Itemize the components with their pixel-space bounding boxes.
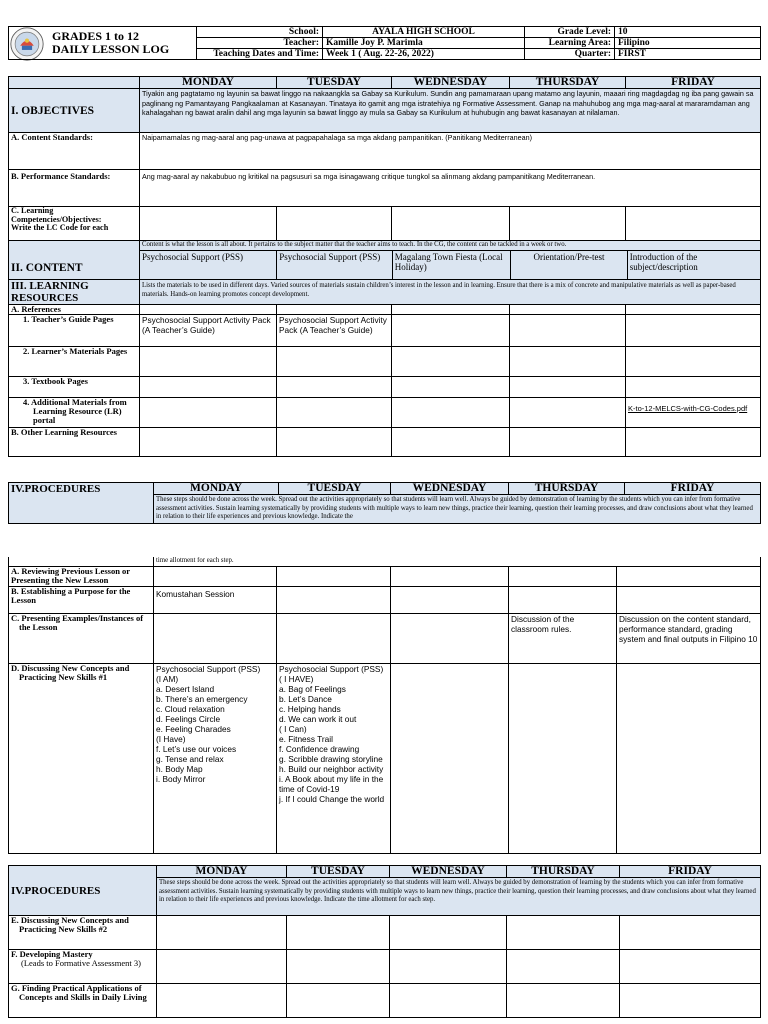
- step-g-mon: [157, 984, 287, 1018]
- other-resources-thu: [510, 428, 626, 457]
- teachers-guide-fri: [626, 315, 761, 347]
- teacher-label: Teacher:: [197, 38, 323, 49]
- teachers-guide-label: 1. Teacher’s Guide Pages: [9, 315, 140, 347]
- teacher-value: Kamille Joy P. Marimla: [323, 38, 525, 49]
- step-a-mon: [154, 566, 277, 586]
- day-header-blank: [9, 77, 140, 89]
- day-tuesday: TUESDAY: [277, 77, 392, 89]
- learners-materials-wed: [392, 347, 510, 377]
- competencies-mon: [140, 207, 277, 241]
- learners-materials-mon: [140, 347, 277, 377]
- step-a-fri: [617, 566, 761, 586]
- content-heading: II. CONTENT: [9, 241, 140, 280]
- proc2-day-monday: MONDAY: [157, 866, 287, 878]
- school-label: School:: [197, 27, 323, 38]
- teachers-guide-mon: Psychosocial Support Activity Pack (A Teacher’s Guide): [140, 315, 277, 347]
- step-b-thu: [509, 586, 617, 613]
- step-e-thu: [507, 916, 620, 950]
- learning-resources-heading: III. LEARNING RESOURCES: [9, 280, 140, 305]
- content-standards-label: A. Content Standards:: [9, 133, 140, 170]
- content-cell: [140, 241, 761, 280]
- procedures-table-page1: [8, 482, 761, 524]
- procedures-table-page3: [8, 865, 761, 1018]
- grade-level-value: 10: [615, 27, 761, 38]
- step-e-label: E. Discussing New Concepts and Practicing New Skills #2: [9, 916, 157, 950]
- step-g-label: G. Finding Practical Applications of Concepts and Skills in Daily Living: [9, 984, 157, 1018]
- learners-materials-thu: [510, 347, 626, 377]
- school-value: AYALA HIGH SCHOOL: [323, 27, 525, 38]
- content-description: Content is what the lesson is all about. It pertains to the subject matter that the teacher aims to teach. In the CG, the content can be tackled in a week or two.: [140, 241, 760, 251]
- proc2-day-thursday: THURSDAY: [507, 866, 620, 878]
- step-d-wed: [391, 663, 509, 853]
- step-b-wed: [391, 586, 509, 613]
- content-thu: Orientation/Pre-test: [511, 251, 628, 279]
- learners-materials-label: 2. Learner’s Materials Pages: [9, 347, 140, 377]
- competencies-fri: [626, 207, 761, 241]
- step-f-mon: [157, 950, 287, 984]
- step-c-thu: Discussion of the classroom rules.: [509, 613, 617, 663]
- step-d-label: D. Discussing New Concepts and Practicing New Skills #1: [9, 663, 154, 853]
- procedures-heading: IV.PROCEDURES: [9, 483, 154, 524]
- additional-materials-thu: [510, 398, 626, 428]
- step-g-thu: [507, 984, 620, 1018]
- teachers-guide-wed: [392, 315, 510, 347]
- procedures-table-page2: [8, 557, 761, 854]
- step-b-mon: Komustahan Session: [154, 586, 277, 613]
- competencies-tue: [277, 207, 392, 241]
- additional-materials-label: 4. Additional Materials from Learning Resource (LR) portal: [9, 398, 140, 428]
- textbook-mon: [140, 377, 277, 398]
- textbook-thu: [510, 377, 626, 398]
- step-g-tue: [287, 984, 390, 1018]
- teachers-guide-tue: Psychosocial Support Activity Pack (A Teacher’s Guide): [277, 315, 392, 347]
- textbook-tue: [277, 377, 392, 398]
- learning-competencies-label: C. Learning Competencies/Objectives: Write the LC Code for each: [9, 207, 140, 241]
- references-fri: [626, 305, 761, 315]
- step-g-wed: [390, 984, 507, 1018]
- continuation-blank: [9, 557, 154, 566]
- learning-resources-description: Lists the materials to be used in different days. Varied sources of materials sustain children’s interest in the lesson and in learning. Ensure that there is a mix of concrete and manipulative materials as well as paper-based materials. Hands-on learning promotes concept development.: [140, 280, 761, 305]
- other-resources-wed: [392, 428, 510, 457]
- learners-materials-fri: [626, 347, 761, 377]
- melcs-pdf-link[interactable]: K-to-12-MELCS-with-CG-Codes.pdf: [628, 404, 748, 413]
- grade-level-label: Grade Level:: [525, 27, 615, 38]
- quarter-label: Quarter:: [525, 49, 615, 60]
- step-d-mon: Psychosocial Support (PSS) (I AM) a. Desert Island b. There’s an emergency c. Cloud relaxation d. Feelings Circle e. Feeling Charades (I Have) f. Let’s use our voices g. Tense and relax h. Body Map i. Body Mirror: [154, 663, 277, 853]
- other-resources-mon: [140, 428, 277, 457]
- step-f-sublabel: (Leads to Formative Assessment 3): [21, 958, 141, 968]
- step-f-tue: [287, 950, 390, 984]
- objectives-description: Tiyakin ang pagtatamo ng layunin sa bawat linggo na nakaangkla sa Gabay sa Kurikulum. Sundin ang pamamaraan upang matamo ang layunin, maaari ring magdagdag ng iba pang gawain sa paglinang ng Pamantayang Pangkaalaman at Kasanayan. Tinataya ito gamit ang mga istratehiya ng Formative Assessment. Ganap na mahuhubog ang mga mag-aaral at mararamdaman ang kahalagahan ng bawat aralin dahil ang mga layunin sa bawat linggo ay mula sa Gabay sa Kurikulum at huhubugin ang bawat kasanayan at nilalaman.: [140, 89, 761, 133]
- learning-area-value: Filipino: [615, 38, 761, 49]
- step-c-wed: [391, 613, 509, 663]
- proc2-day-wednesday: WEDNESDAY: [390, 866, 507, 878]
- step-e-fri: [620, 916, 761, 950]
- proc-day-tuesday: TUESDAY: [279, 483, 391, 495]
- step-e-tue: [287, 916, 390, 950]
- step-a-wed: [391, 566, 509, 586]
- content-fri: Introduction of the subject/description: [629, 252, 698, 272]
- step-f-cell: [9, 950, 157, 984]
- step-e-wed: [390, 916, 507, 950]
- textbook-fri: [626, 377, 761, 398]
- textbook-pages-label: 3. Textbook Pages: [9, 377, 140, 398]
- competencies-wed: [392, 207, 510, 241]
- content-tue: Psychosocial Support (PSS): [277, 251, 393, 279]
- references-label: A. References: [9, 305, 140, 315]
- header-table: [8, 26, 761, 60]
- proc-day-monday: MONDAY: [154, 483, 279, 495]
- content-standards-value: Naipamamalas ng mag-aaral ang pag-unawa at pagpapahalaga sa mga akdang pampanitikan. (Panitikang Mediterranean): [140, 133, 761, 170]
- objectives-content-resources-table: [8, 76, 761, 457]
- other-resources-label: B. Other Learning Resources: [9, 428, 140, 457]
- step-e-mon: [157, 916, 287, 950]
- competencies-thu: [510, 207, 626, 241]
- procedures-description-continued: time allotment for each step.: [154, 557, 761, 566]
- references-thu: [510, 305, 626, 315]
- step-a-label: A. Reviewing Previous Lesson or Presenting the New Lesson: [9, 566, 154, 586]
- proc-day-wednesday: WEDNESDAY: [391, 483, 509, 495]
- step-c-fri: Discussion on the content standard, performance standard, grading system and final outputs in Filipino 10: [617, 613, 761, 663]
- procedures-description: These steps should be done across the week. Spread out the activities appropriately so that students will learn well. Always be guided by demonstration of learning by the students which you can infer from formative assessment activities. Sustain learning systematically by providing students with multiple ways to learn new things, practice their learning, question their learning processes, and draw conclusions about what they learned in relation to their life experiences and previous knowledge. Indicate the: [154, 495, 761, 524]
- step-a-tue: [277, 566, 391, 586]
- other-resources-fri: [626, 428, 761, 457]
- step-f-label: F. Developing Mastery: [11, 949, 93, 959]
- references-tue: [277, 305, 392, 315]
- step-f-wed: [390, 950, 507, 984]
- procedures-heading-2: IV.PROCEDURES: [9, 866, 157, 916]
- title-line1: GRADES 1 to 12: [52, 29, 140, 43]
- step-f-fri: [620, 950, 761, 984]
- learners-materials-tue: [277, 347, 392, 377]
- day-wednesday: WEDNESDAY: [392, 77, 510, 89]
- procedures-description-2: These steps should be done across the week. Spread out the activities appropriately so that students will learn well. Always be guided by demonstration of learning by the students which you can infer from formative assessment activities. Sustain learning systematically by providing students with multiple ways to learn new things, practice their learning, question their learning processes, and draw conclusions about what they learned in relation to their life experiences and previous knowledge. Indicate the time allotment for each step.: [157, 878, 761, 916]
- day-friday: FRIDAY: [626, 77, 761, 89]
- step-c-label: C. Presenting Examples/Instances of the Lesson: [9, 613, 154, 663]
- references-wed: [392, 305, 510, 315]
- step-b-label: B. Establishing a Purpose for the Lesson: [9, 586, 154, 613]
- quarter-value: FIRST: [615, 49, 761, 60]
- step-g-fri: [620, 984, 761, 1018]
- dates-value: Week 1 ( Aug. 22-26, 2022): [323, 49, 525, 60]
- references-mon: [140, 305, 277, 315]
- proc2-day-tuesday: TUESDAY: [287, 866, 390, 878]
- additional-materials-wed: [392, 398, 510, 428]
- step-a-thu: [509, 566, 617, 586]
- performance-standards-label: B. Performance Standards:: [9, 170, 140, 207]
- content-wed: Magalang Town Fiesta (Local Holiday): [393, 251, 511, 279]
- learning-area-label: Learning Area:: [525, 38, 615, 49]
- proc-day-thursday: THURSDAY: [509, 483, 625, 495]
- log-title: [9, 27, 197, 60]
- additional-materials-fri: [626, 398, 761, 428]
- step-d-fri: [617, 663, 761, 853]
- additional-materials-mon: [140, 398, 277, 428]
- step-b-fri: [617, 586, 761, 613]
- step-d-tue: Psychosocial Support (PSS) ( I HAVE) a. Bag of Feelings b. Let’s Dance c. Helping hands d. We can work it out ( I Can) e. Fitness Trail f. Confidence drawing g. Scribble drawing storyline h. Build our neighbor activity i. A Book about my life in the time of Covid-19 j. If I could Change the world: [277, 663, 391, 853]
- teachers-guide-thu: [510, 315, 626, 347]
- content-days: [140, 251, 760, 279]
- performance-standards-value: Ang mag-aaral ay nakabubuo ng kritikal na pagsusuri sa mga isinagawang critique tungkol sa alinmang akdang pampanitikang Mediterranean.: [140, 170, 761, 207]
- other-resources-tue: [277, 428, 392, 457]
- content-mon: Psychosocial Support (PSS): [140, 251, 277, 279]
- day-thursday: THURSDAY: [510, 77, 626, 89]
- step-c-mon: [154, 613, 277, 663]
- additional-materials-tue: [277, 398, 392, 428]
- step-c-tue: [277, 613, 391, 663]
- proc-day-friday: FRIDAY: [625, 483, 761, 495]
- step-f-thu: [507, 950, 620, 984]
- day-monday: MONDAY: [140, 77, 277, 89]
- proc2-day-friday: FRIDAY: [620, 866, 761, 878]
- textbook-wed: [392, 377, 510, 398]
- step-b-tue: [277, 586, 391, 613]
- dates-label: Teaching Dates and Time:: [197, 49, 323, 60]
- step-d-thu: [509, 663, 617, 853]
- title-line2: DAILY LESSON LOG: [52, 42, 170, 56]
- objectives-heading: I. OBJECTIVES: [9, 89, 140, 133]
